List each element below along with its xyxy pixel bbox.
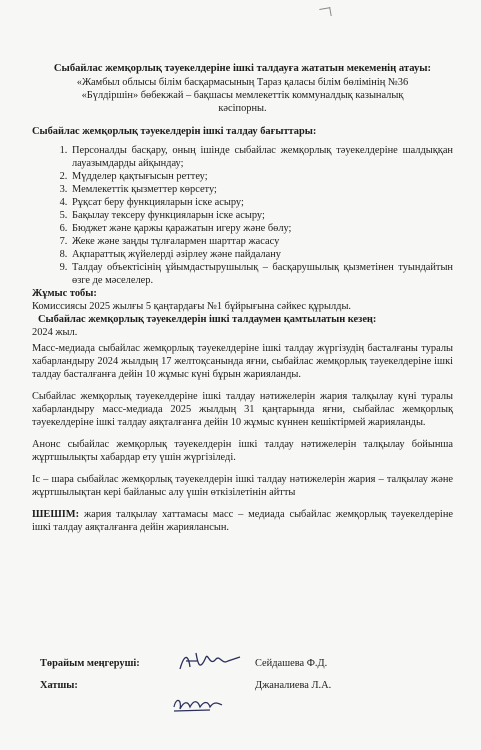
signature-role: Төрайым меңгеруші: <box>40 658 140 669</box>
paragraph-event: Іс – шара сыбайлас жемқорлық тәуекелдерін ішкі талдау нәтижелерін жария – талқылау және жұртшылықтан кері байланыс алу үшін өткізілетінін айтты <box>32 474 453 498</box>
period-text: 2024 жыл. <box>32 327 78 338</box>
direction-item: 1. Персоналды басқару, оның ішінде сыбайлас жемқорлық тәуекелдеріне шалдыққан лауазымдарды айқындау; <box>70 144 453 170</box>
paragraph-anons: Анонс сыбайлас жемқорлық тәуекелдерін ішкі талдау нәтижелерін талқылау бойынша жұртшылықты хабардар ету үшін жүргізіледі. <box>32 439 453 463</box>
org-line-1: «Жамбыл облысы білім басқармасының Тараз қаласы білім бөлімінің №36 <box>76 77 409 88</box>
direction-item: 3. Мемлекеттік қызметтер көрсету; <box>70 183 453 196</box>
signature-role: Хатшы: <box>40 680 78 691</box>
signature-name: Сейдашева Ф.Д. <box>255 658 328 669</box>
direction-item: 9. Талдау объектісінің ұйымдастырушылық – басқарушылық қызметінен туындайтын өзге де мәселелер. <box>70 261 453 287</box>
direction-item: 6. Бюджет және қаржы қаражатын игеру және бөлу; <box>70 222 453 235</box>
direction-item: 8. Ақпараттық жүйелерді әзірлеу және пайдалану <box>70 248 453 261</box>
org-line-3: кәсіпорны. <box>218 103 267 114</box>
signature-name: Джаналиева Л.А. <box>255 680 332 691</box>
signature-row <box>40 679 453 701</box>
staple-mark <box>319 7 331 18</box>
paragraph-public-discussion: Сыбайлас жемқорлық тәуекелдеріне ішкі талдау нәтижелерін жария талқылау күні туралы хабарландыру масс-медиада 2025 жылдың 31 қаңтарында яғни, сыбайлас жемқорлық тәуекелдеріне ішкі талдау аяқталғанға дейін 10 жұмыс күннен кешіктірмей жарияланды. <box>32 391 453 428</box>
direction-item: 5. Бақылау тексеру функцияларын іске асыру; <box>70 209 453 222</box>
work-group-heading: Жұмыс тобы: <box>32 288 97 299</box>
directions-heading: Сыбайлас жемқорлық тәуекелдерін ішкі талдау бағыттары: <box>32 126 317 137</box>
handwritten-signature-icon <box>170 693 232 715</box>
organization-name <box>32 76 453 115</box>
decision-text: жария талқылау хаттамасы масс – медиада сыбайлас жемқорлық тәуекелдеріне ішкі талдау аяқталғанға дейін жариялансын. <box>32 509 453 533</box>
signature-block <box>40 657 453 701</box>
org-line-2: «Бүлдіршін» бөбекжай – бақшасы мемлекеттік коммуналдық казыналық <box>81 90 404 101</box>
signature-row <box>40 657 453 679</box>
work-group-text: Комиссиясы 2025 жылғы 5 қаңтардағы №1 бұйрығына сәйкес құрылды. <box>32 301 352 312</box>
direction-item: 4. Рұқсат беру функцияларын іске асыру; <box>70 196 453 209</box>
period-heading: Сыбайлас жемқорлық тәуекелдерін ішкі талдаумен қамтылатын кезең: <box>38 314 377 325</box>
decision-label: ШЕШІМ: <box>32 509 80 520</box>
direction-item: 2. Мүдделер қақтығысын реттеу; <box>70 170 453 183</box>
document-title: Сыбайлас жемқорлық тәуекелдеріне ішкі талдауға жататын мекеменің атауы: <box>53 63 432 74</box>
paragraph-announcement: Масс-медиада сыбайлас жемқорлық тәуекелдеріне ішкі талдау жүргізудің басталғаны туралы хабарландыру 2024 жылдың 17 желтоқсанында яғни, сыбайлас жемқорлық тәуекелдеріне ішкі талдау басталғанға дейін 10 жұмыс күні бұрын жарияланды. <box>32 343 453 380</box>
handwritten-signature-icon <box>176 649 246 675</box>
direction-item: 7. Жеке және заңды тұлғалармен шарттар жасасу <box>70 235 453 248</box>
decision-paragraph <box>32 508 453 534</box>
directions-list <box>32 144 453 287</box>
